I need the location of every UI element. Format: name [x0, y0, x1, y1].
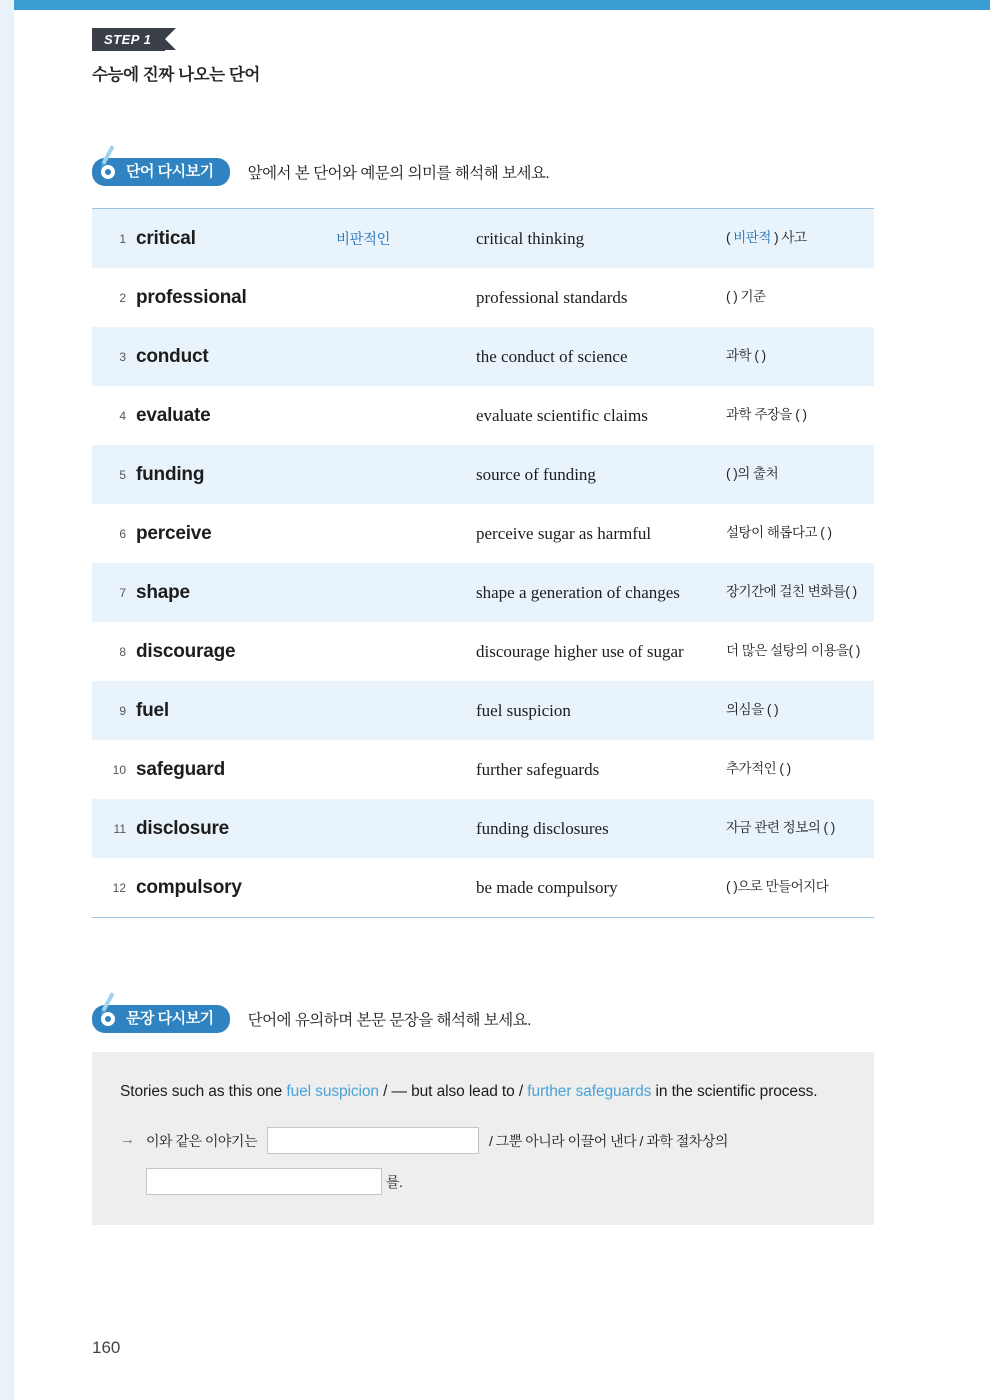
- phrase-meaning: [726, 464, 874, 485]
- example-phrase: the conduct of science: [476, 346, 628, 366]
- step-badge: STEP 1: [92, 28, 165, 51]
- section-heading-sentence: [92, 1005, 531, 1033]
- sentence-highlight-2: further safeguards: [527, 1083, 652, 1100]
- top-accent-bar: [0, 0, 990, 10]
- phrase-meaning: [726, 641, 874, 662]
- phrase-meaning-post: ) 사고: [770, 230, 807, 246]
- phrase-meaning: [726, 818, 874, 839]
- table-row: [92, 327, 874, 386]
- phrase-meaning-post: ): [783, 761, 791, 777]
- answer-label-1: 이와 같은 이야기는: [146, 1132, 257, 1149]
- word-meaning-answer: 비판적인: [336, 232, 391, 248]
- example-phrase: be made compulsory: [476, 877, 618, 897]
- section-pill-label: 단어 다시보기: [126, 163, 214, 180]
- phrase-meaning-post: ): [770, 702, 779, 718]
- vocabulary-word: critical: [136, 227, 196, 249]
- arrow-icon: →: [120, 1131, 135, 1149]
- vocabulary-word: conduct: [136, 345, 209, 367]
- sentence-part3: in the scientific process.: [651, 1083, 818, 1100]
- phrase-meaning-pre: (: [726, 879, 730, 895]
- table-row: [92, 740, 874, 799]
- phrase-meaning: [726, 228, 874, 249]
- vocabulary-word: funding: [136, 463, 205, 485]
- example-phrase: evaluate scientific claims: [476, 405, 648, 425]
- table-row: [92, 445, 874, 504]
- table-row: [92, 799, 874, 858]
- phrase-meaning-post: ( ): [848, 643, 860, 659]
- vocabulary-word: shape: [136, 581, 190, 603]
- row-number: 8: [119, 644, 126, 659]
- step-header: [92, 28, 260, 85]
- row-number: 4: [119, 408, 126, 423]
- section-pill-label: 문장 다시보기: [126, 1010, 214, 1027]
- table-row: [92, 858, 874, 917]
- example-phrase: further safeguards: [476, 759, 600, 779]
- table-row: [92, 622, 874, 681]
- table-row: [92, 504, 874, 563]
- phrase-meaning-post: )으로 만들어지다: [730, 879, 829, 895]
- phrase-meaning-pre: 과학 (: [726, 348, 759, 364]
- row-number: 1: [119, 231, 126, 246]
- sentence-highlight-1: fuel suspicion: [286, 1083, 379, 1100]
- row-number: 9: [119, 703, 126, 718]
- vocabulary-word: evaluate: [136, 404, 211, 426]
- vocabulary-word: perceive: [136, 522, 212, 544]
- phrase-meaning-pre: 자금 관련 정보의 (: [726, 820, 828, 836]
- phrase-meaning-post: ( ): [845, 584, 857, 600]
- phrase-meaning: [726, 346, 874, 367]
- vocabulary-word: fuel: [136, 699, 169, 721]
- sentence-text: [120, 1078, 846, 1105]
- phrase-meaning-pre: 의심을 (: [726, 702, 771, 718]
- table-row: [92, 386, 874, 445]
- row-number: 3: [119, 349, 126, 364]
- phrase-meaning-post: ): [824, 525, 832, 541]
- answer-input-1[interactable]: [267, 1127, 479, 1154]
- row-number: 2: [119, 290, 126, 305]
- phrase-meaning-pre: 추가적인 (: [726, 761, 784, 777]
- section-desc-words: 앞에서 본 단어와 예문의 의미를 해석해 보세요.: [247, 165, 550, 182]
- row-number: 11: [113, 821, 126, 836]
- phrase-meaning-pre: 장기간에 걸친 변화를: [726, 584, 846, 600]
- page-number: 160: [92, 1338, 121, 1357]
- sentence-part1: Stories such as this one: [120, 1083, 287, 1100]
- answer-tail-text: 를.: [386, 1173, 403, 1190]
- phrase-meaning-post: ) 기준: [730, 289, 766, 305]
- phrase-meaning: [726, 759, 874, 780]
- phrase-meaning-pre: (: [726, 289, 730, 305]
- phrase-meaning-answer: 비판적: [733, 230, 771, 246]
- phrase-meaning-post: ): [758, 348, 766, 364]
- answer-row-2: [120, 1168, 846, 1195]
- section-pill-words: [92, 158, 230, 186]
- table-row: [92, 681, 874, 740]
- word-table: [92, 208, 874, 918]
- row-number: 12: [112, 880, 126, 895]
- example-phrase: shape a generation of changes: [476, 582, 680, 602]
- phrase-meaning: [726, 582, 874, 603]
- phrase-meaning-post: ): [799, 407, 807, 423]
- phrase-meaning: [726, 877, 874, 898]
- phrase-meaning: [726, 523, 874, 544]
- table-row: [92, 268, 874, 327]
- section-pill-sentence: [92, 1005, 230, 1033]
- vocabulary-word: compulsory: [136, 876, 242, 898]
- vocabulary-word: professional: [136, 286, 247, 308]
- left-accent-rail: [0, 0, 14, 1400]
- phrase-meaning: [726, 405, 874, 426]
- phrase-meaning-pre: 더 많은 설탕의 이용을: [726, 643, 849, 659]
- section-heading-words: [92, 158, 549, 186]
- example-phrase: perceive sugar as harmful: [476, 523, 652, 543]
- vocabulary-word: safeguard: [136, 758, 226, 780]
- phrase-meaning: [726, 287, 874, 308]
- answer-input-2[interactable]: [146, 1168, 382, 1195]
- phrase-meaning-post: )의 출처: [730, 466, 779, 482]
- vocabulary-word: discourage: [136, 640, 236, 662]
- phrase-meaning-pre: 과학 주장을 (: [726, 407, 800, 423]
- phrase-meaning-post: ): [827, 820, 835, 836]
- row-number: 10: [112, 762, 126, 777]
- sentence-box: [92, 1052, 874, 1225]
- example-phrase: discourage higher use of sugar: [476, 641, 684, 661]
- phrase-meaning: [726, 700, 874, 721]
- example-phrase: professional standards: [476, 287, 628, 307]
- phrase-meaning-pre: 설탕이 해롭다고 (: [726, 525, 825, 541]
- table-row: [92, 563, 874, 622]
- step-subtitle: 수능에 진짜 나오는 단어: [92, 66, 260, 84]
- example-phrase: fuel suspicion: [476, 700, 571, 720]
- answer-mid-text: / 그뿐 아니라 이끌어 낸다 / 과학 절차상의: [488, 1132, 728, 1149]
- example-phrase: critical thinking: [476, 228, 585, 248]
- phrase-meaning-pre: (: [726, 466, 730, 482]
- sentence-part2: / — but also lead to /: [378, 1083, 528, 1100]
- row-number: 6: [119, 526, 126, 541]
- row-number: 7: [119, 585, 126, 600]
- example-phrase: source of funding: [476, 464, 596, 484]
- table-row: [92, 209, 874, 268]
- phrase-meaning-pre: (: [726, 230, 734, 246]
- example-phrase: funding disclosures: [476, 818, 609, 838]
- answer-row-1: [120, 1127, 846, 1154]
- row-number: 5: [119, 467, 126, 482]
- vocabulary-word: disclosure: [136, 817, 230, 839]
- section-desc-sentence: 단어에 유의하며 본문 문장을 해석해 보세요.: [247, 1012, 531, 1029]
